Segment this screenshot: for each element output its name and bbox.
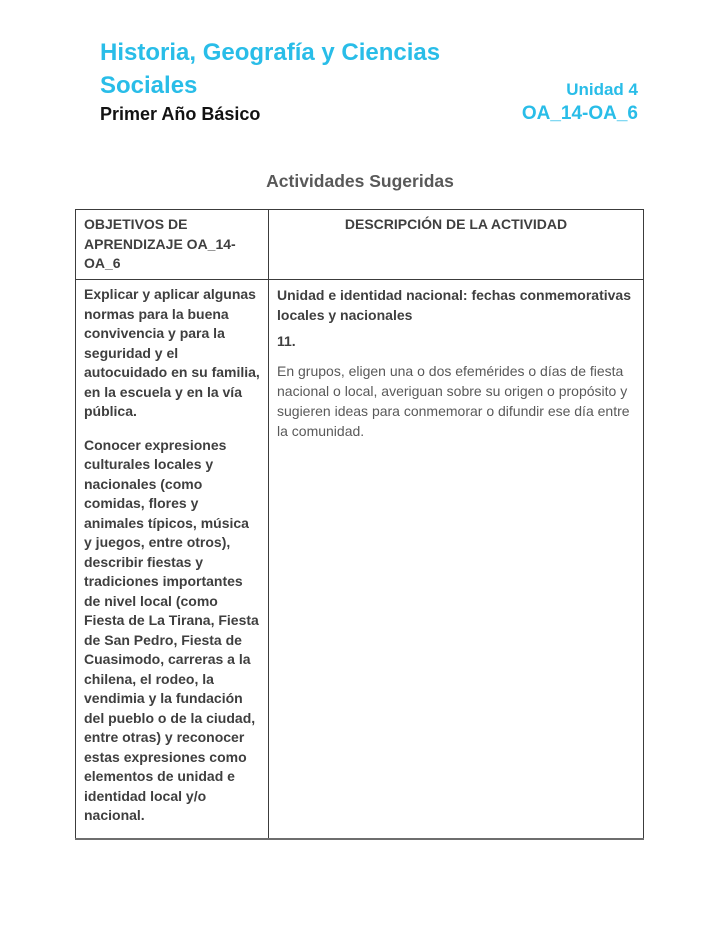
activity-description-column-header: DESCRIPCIÓN DE LA ACTIVIDAD	[269, 210, 644, 280]
header-right-block	[522, 78, 638, 126]
objectives-column-header: OBJETIVOS DE APRENDIZAJE OA_14-OA_6	[76, 210, 269, 280]
section-title: Actividades Sugeridas	[266, 171, 454, 191]
objectives-cell	[76, 280, 269, 839]
document-header	[100, 36, 638, 126]
activities-table	[75, 209, 644, 840]
table-header-row	[76, 210, 644, 280]
objective-paragraph-1: Explicar y aplicar algunas normas para la buena convivencia y para la seguridad y el autocuidado en su familia, en la escuela y en la vía pública.	[84, 286, 260, 419]
oa-code-label: OA_14-OA_6	[521, 103, 638, 124]
activity-heading: Unidad e identidad nacional: fechas conmemorativas locales y nacionales	[277, 287, 631, 323]
header-left-block	[100, 36, 510, 126]
grade-subtitle: Primer Año Básico	[100, 104, 261, 124]
subject-title: Historia, Geografía y Ciencias Sociales	[100, 39, 441, 99]
objective-paragraph-2: Conocer expresiones culturales locales y nacionales (como comidas, flores y animales típicos, música y juegos, entre otros), describir fiestas y tradiciones importantes de nivel local (como Fiesta de La Tirana, Fiesta de San Pedro, Fiesta de Cuasimodo, carreras a la chilena, el rodeo, la vendimia y la fundación del pueblo o de la ciudad, entre otras) y reconocer estas expresiones como elementos de unidad e identidad local y/o nacional.	[84, 436, 259, 823]
activity-number: 11.	[277, 333, 296, 349]
unit-label: Unidad 4	[566, 80, 638, 99]
table-body-row	[76, 280, 644, 839]
activity-description-text: En grupos, eligen una o dos efemérides o días de fiesta nacional o local, averiguan sobre su origen o propósito y sugieren ideas para conmemorar o difundir ese día entre la comunidad.	[277, 363, 630, 439]
activity-description-cell	[269, 280, 644, 839]
